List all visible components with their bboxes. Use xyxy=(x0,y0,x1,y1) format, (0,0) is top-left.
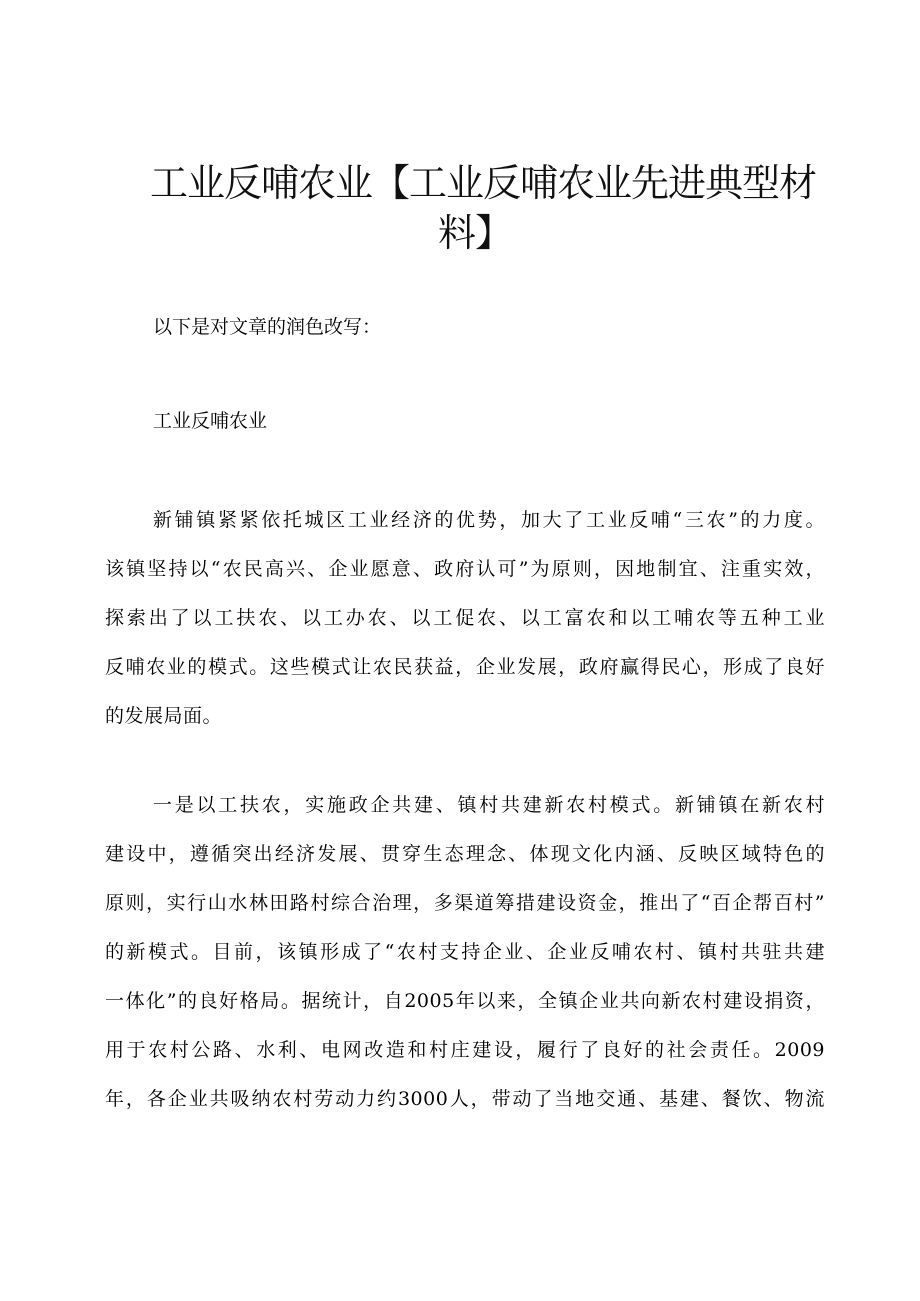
paragraph-line: 的新模式。目前，该镇形成了“农村支持企业、企业反哺农村、镇村共驻共建 xyxy=(105,941,825,963)
paragraph-line: 建设中，遵循突出经济发展、贯穿生态理念、体现文化内涵、反映区域特色的 xyxy=(105,843,825,865)
paragraph-line: 的发展局面。 xyxy=(105,705,223,727)
paragraph-line: 原则，实行山水林田路村综合治理，多渠道筹措建设资金，推出了“百企帮百村” xyxy=(105,892,825,914)
paragraph-overview xyxy=(105,496,825,741)
section-heading: 工业反哺农业 xyxy=(153,410,268,432)
title-line: 工业反哺农业【工业反哺农业先进典型材 xyxy=(150,161,817,205)
paragraph-line: 一是以工扶农，实施政企共建、镇村共建新农村模式。新铺镇在新农村 xyxy=(153,794,825,816)
intro-text: 以下是对文章的润色改写： xyxy=(153,316,382,338)
paragraph-line: 用于农村公路、水利、电网改造和村庄建设，履行了良好的社会责任。2009 xyxy=(105,1039,825,1061)
paragraph-line: 反哺农业的模式。这些模式让农民获益，企业发展，政府赢得民心，形成了良好 xyxy=(105,656,825,678)
title-line: 料】 xyxy=(437,211,512,255)
paragraph-line: 一体化”的良好格局。据统计，自2005年以来，全镇企业共向新农村建设捐资， xyxy=(105,990,825,1012)
document-title xyxy=(150,158,817,258)
paragraph-line: 该镇坚持以“农民高兴、企业愿意、政府认可”为原则，因地制宜、注重实效， xyxy=(105,558,825,580)
paragraph-line: 探索出了以工扶农、以工办农、以工促农、以工富农和以工哺农等五种工业 xyxy=(105,607,825,629)
paragraph-line: 年，各企业共吸纳农村劳动力约3000人，带动了当地交通、基建、餐饮、物流 xyxy=(105,1088,825,1110)
paragraph-line: 新铺镇紧紧依托城区工业经济的优势，加大了工业反哺“三农”的力度。 xyxy=(153,509,825,531)
paragraph-model-one xyxy=(105,781,825,1124)
